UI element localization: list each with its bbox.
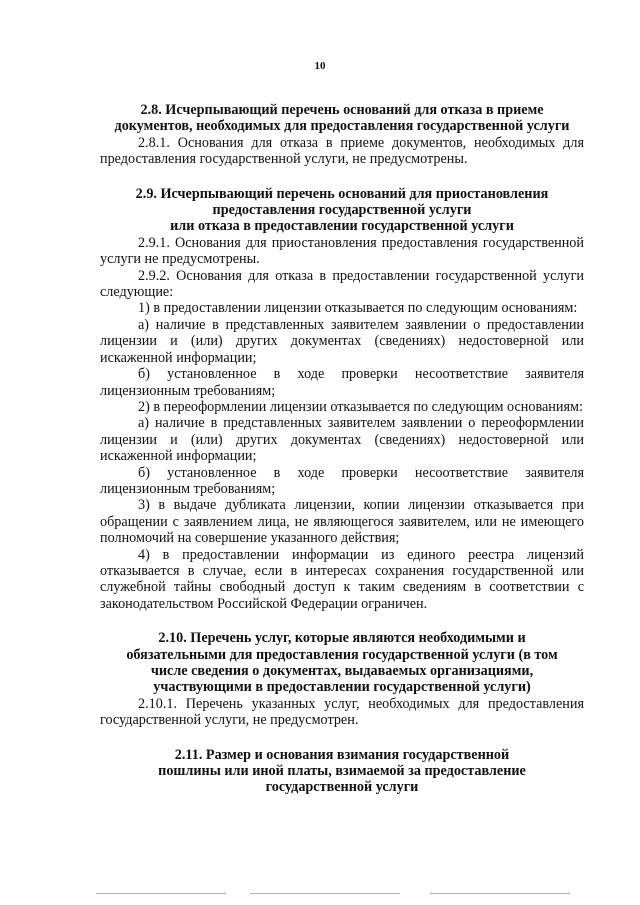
heading-line: 2.11. Размер и основания взимания государственной (174, 746, 510, 763)
heading-line: или отказа в предоставлении государственной услуги (170, 218, 514, 235)
bottom-scan-line (430, 893, 570, 894)
list-item-4: 4) в предоставлении информации из единого реестра лицензий отказывается в случае, если в интересах сохранения государственной или служебной тайны свободный доступ к таким сведениям в соответствии с законодательством Российской Федерации ограничен. (100, 546, 584, 612)
page-number: 10 (314, 60, 326, 72)
heading-line: государственной услуги (265, 779, 419, 796)
paragraph-2-8-1: 2.8.1. Основания для отказа в приеме документов, необходимых для предоставления государственной услуги, не предусмотрены. (100, 134, 584, 168)
list-item-1a: а) наличие в представленных заявителем заявлении о предоставлении лицензии и (или) других документах (сведениях) недостоверной или искаженной информации; (100, 316, 584, 366)
list-item-1: 1) в предоставлении лицензии отказывается по следующим основаниям: (138, 300, 578, 317)
bottom-scan-line (96, 893, 226, 894)
list-item-2a: а) наличие в представленных заявителем заявлении о переоформлении лицензии и (или) других документах (сведениях) недостоверной или искаженной информации; (100, 415, 584, 465)
list-item-1b: б) установленное в ходе проверки несоответствие заявителя лицензионным требованиям; (100, 366, 584, 399)
list-item-3: 3) в выдаче дубликата лицензии, копии лицензии отказывается при обращении с заявлением лица, не являющегося заявителем, или не имеющего полномочий на совершение указанного действия; (100, 497, 584, 547)
section-gap (100, 612, 584, 630)
paragraph-2-10-1: 2.10.1. Перечень указанных услуг, необходимых для предоставления государственной услуги, не предусмотрен. (100, 695, 584, 729)
section-heading-2-11 (100, 747, 584, 796)
heading-line: пошлины или иной платы, взимаемой за предоставление (158, 763, 526, 780)
heading-line: предоставления государственной услуги (212, 202, 472, 219)
section-gap (100, 168, 584, 186)
heading-line: обязательными для предоставления государственной услуги (в том (126, 646, 558, 663)
section-heading-2-8 (100, 102, 584, 135)
page-content (100, 102, 584, 796)
section-heading-2-9 (100, 186, 584, 235)
heading-line: 2.9. Исчерпывающий перечень оснований для приостановления (135, 185, 549, 202)
heading-line: 2.8. Исчерпывающий перечень оснований для отказа в приеме (140, 102, 544, 118)
paragraph-2-9-2: 2.9.2. Основания для отказа в предоставлении государственной услуги следующие: (100, 267, 584, 301)
heading-line: 2.10. Перечень услуг, которые являются необходимыми и (158, 630, 526, 647)
paragraph-2-9-1: 2.9.1. Основания для приостановления предоставления государственной услуги не предусмотрены. (100, 234, 584, 268)
list-item-2b: б) установленное в ходе проверки несоответствие заявителя лицензионным требованиям; (100, 464, 584, 497)
section-heading-2-10 (100, 630, 584, 696)
list-item-2: 2) в переоформлении лицензии отказывается по следующим основаниям: (138, 398, 583, 415)
heading-line: числе сведения о документах, выдаваемых организациями, (150, 663, 534, 679)
heading-line: документов, необходимых для предоставления государственной услуги (114, 118, 570, 135)
heading-line: участвующими в предоставлении государственной услуги) (153, 679, 531, 696)
bottom-scan-line (250, 893, 400, 894)
section-gap (100, 729, 584, 747)
